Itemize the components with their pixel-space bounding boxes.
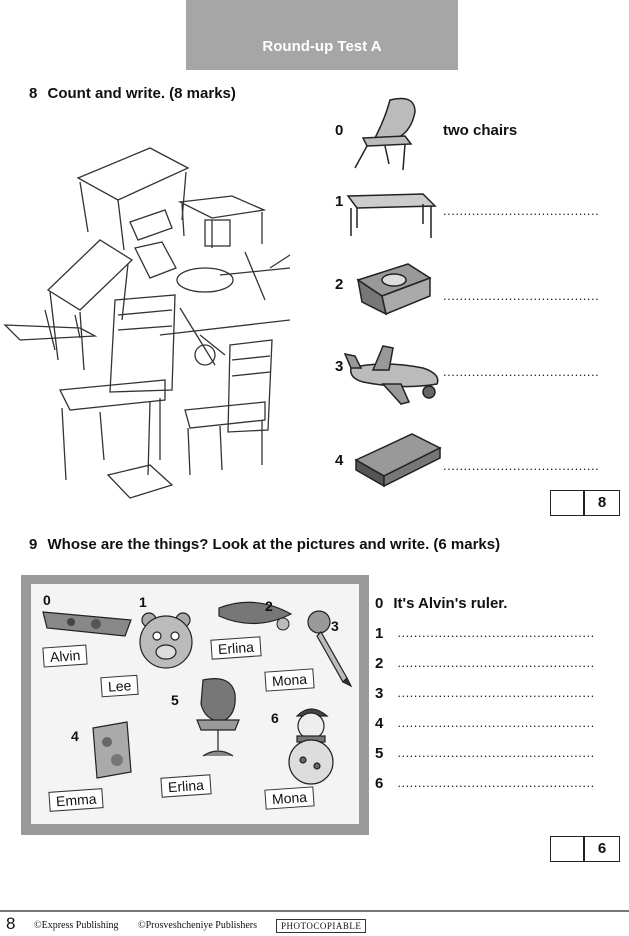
picture-number: 2 bbox=[265, 598, 273, 614]
exercise-9-instruction: Whose are the things? Look at the pictures and write. (6 marks) bbox=[47, 536, 501, 553]
item-number: 1 bbox=[375, 625, 384, 642]
item-number: 5 bbox=[375, 745, 384, 762]
answer-line[interactable]: ...................................... bbox=[443, 458, 600, 473]
answer-line[interactable]: ...................................... bbox=[443, 364, 600, 379]
pencil-case-icon bbox=[215, 596, 295, 632]
page-title: Round-up Test A bbox=[262, 38, 382, 55]
item-number: 3 bbox=[375, 685, 384, 702]
cluttered-objects-illustration bbox=[0, 140, 300, 510]
name-tag: Mona bbox=[264, 668, 314, 691]
plane-icon bbox=[343, 340, 443, 406]
example-answer: two chairs bbox=[443, 122, 518, 139]
header-tab bbox=[186, 0, 458, 70]
name-tag: Alvin bbox=[42, 644, 88, 667]
item-number: 6 bbox=[375, 775, 384, 792]
name-tag: Lee bbox=[100, 675, 139, 698]
picture-number: 4 bbox=[71, 728, 79, 744]
footer-divider bbox=[0, 910, 629, 912]
item-number: 1 bbox=[335, 193, 344, 210]
notebook-icon bbox=[89, 720, 133, 780]
answer-row bbox=[375, 775, 625, 805]
publisher-credit: ©Express Publishing bbox=[34, 920, 119, 931]
name-tag: Emma bbox=[48, 788, 104, 812]
picture-number: 1 bbox=[139, 594, 147, 610]
item-number: 2 bbox=[375, 655, 384, 672]
answer-row bbox=[375, 655, 625, 685]
answer-row bbox=[375, 745, 625, 775]
ruler-icon bbox=[41, 604, 133, 638]
answer-line[interactable]: ...................................... bbox=[443, 203, 600, 218]
name-tag: Mona bbox=[264, 786, 314, 809]
answer-line[interactable]: ................................................ bbox=[397, 745, 595, 760]
snowman-icon bbox=[283, 704, 339, 786]
answer-line[interactable]: ................................................ bbox=[397, 685, 595, 700]
exercise-8-heading bbox=[29, 85, 236, 102]
page-number: 8 bbox=[6, 914, 16, 933]
picture-number: 5 bbox=[171, 692, 179, 708]
name-tag: Erlina bbox=[210, 636, 261, 659]
name-tag: Erlina bbox=[160, 774, 211, 797]
answer-row bbox=[375, 715, 625, 745]
answer-row bbox=[375, 685, 625, 715]
pencil-sharpener-icon bbox=[352, 258, 434, 318]
item-number: 0 bbox=[375, 595, 384, 612]
answer-line[interactable]: ................................................ bbox=[397, 655, 595, 670]
exercise-9-number: 9 bbox=[29, 536, 38, 553]
item-number: 0 bbox=[335, 122, 344, 139]
answer-line[interactable]: ................................................ bbox=[397, 775, 595, 790]
item-number: 4 bbox=[375, 715, 384, 732]
picture-number: 6 bbox=[271, 710, 279, 726]
score-box bbox=[550, 836, 620, 862]
score-total: 8 bbox=[597, 494, 607, 511]
eraser-icon bbox=[352, 430, 444, 490]
example-answer: It's Alvin's ruler. bbox=[393, 595, 508, 612]
picture-panel bbox=[31, 584, 359, 824]
table-icon bbox=[343, 188, 438, 246]
teddy-bag-icon bbox=[135, 610, 197, 670]
swivel-chair-icon bbox=[191, 676, 245, 764]
publisher-credit: ©Prosveshcheniye Publishers bbox=[138, 920, 257, 931]
picture-number: 3 bbox=[331, 618, 339, 634]
exercise-9-heading bbox=[29, 536, 500, 553]
item-number: 2 bbox=[335, 276, 344, 293]
item-number: 3 bbox=[335, 358, 344, 375]
answer-row bbox=[375, 595, 625, 625]
chair-icon bbox=[345, 92, 425, 172]
score-box bbox=[550, 490, 620, 516]
exercise-8-instruction: Count and write. (8 marks) bbox=[47, 85, 236, 102]
answer-line[interactable]: ................................................ bbox=[397, 715, 595, 730]
picture-number: 0 bbox=[43, 592, 51, 608]
answer-row bbox=[375, 625, 625, 655]
answer-line[interactable]: ................................................ bbox=[397, 625, 595, 640]
score-total: 6 bbox=[597, 840, 607, 857]
photocopiable-badge: PHOTOCOPIABLE bbox=[276, 919, 366, 933]
answer-list bbox=[375, 595, 625, 805]
exercise-8-number: 8 bbox=[29, 85, 38, 102]
item-number: 4 bbox=[335, 452, 344, 469]
answer-line[interactable]: ...................................... bbox=[443, 288, 600, 303]
